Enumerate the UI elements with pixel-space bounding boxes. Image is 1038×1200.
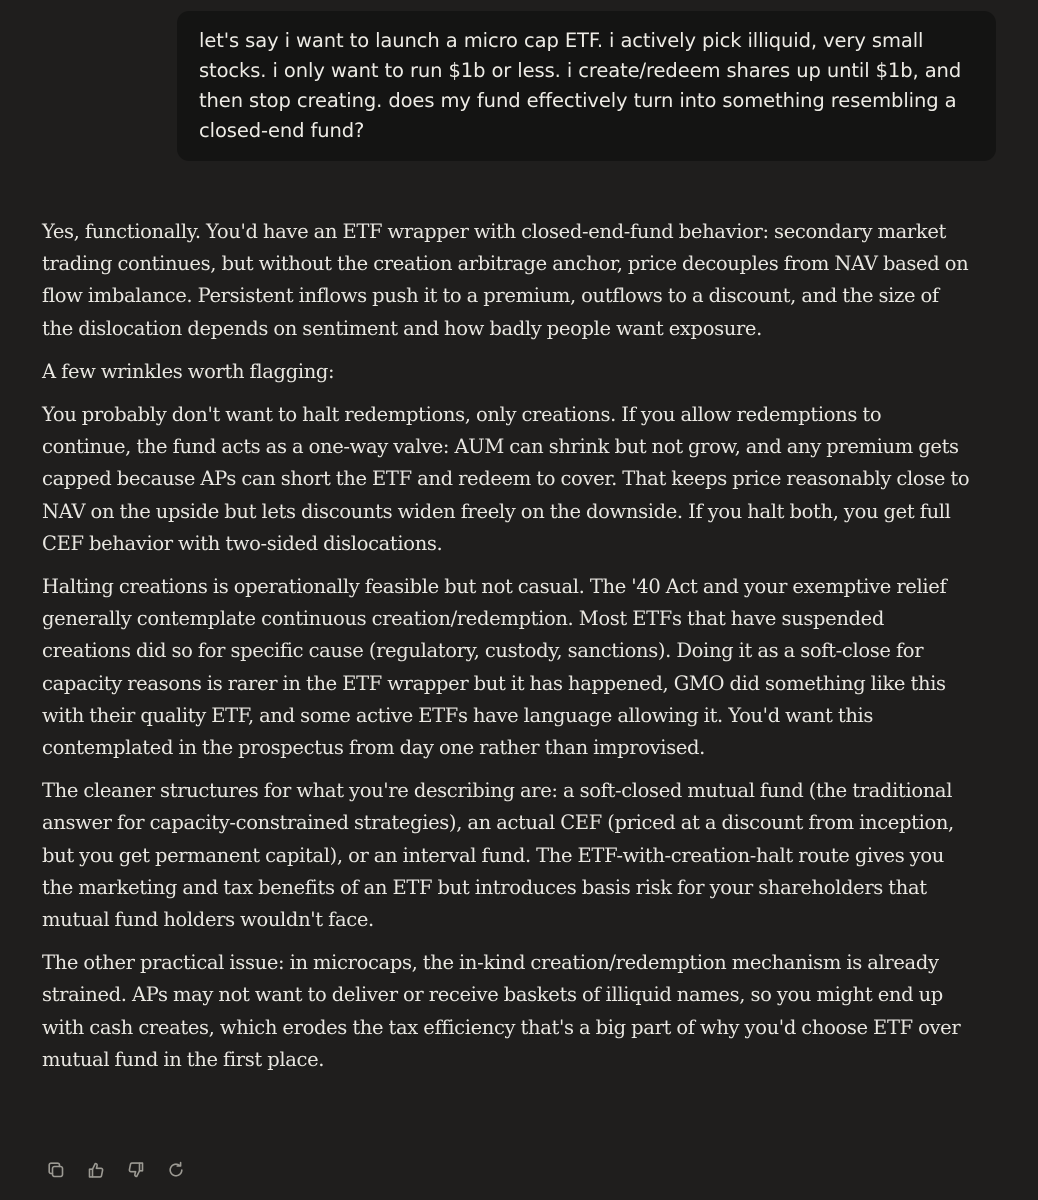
thumbs-up-button[interactable]	[82, 1156, 110, 1184]
user-message-text: let's say i want to launch a micro cap ETF. i actively pick illiquid, very small stocks. i only want to run $1b or less. i create/redeem shares up until $1b, and then stop creating. does my fund effectively turn into something resembling a closed-end fund?	[199, 29, 962, 142]
assistant-paragraph: Yes, functionally. You'd have an ETF wrapper with closed-end-fund behavior: secondary market trading continues, but without the creation arbitrage anchor, price decouples from NAV based on flow imbalance. Persistent inflows push it to a premium, outflows to a discount, and the size of the dislocation depends on sentiment and how badly people want exposure.	[42, 220, 969, 340]
copy-icon	[46, 1160, 66, 1180]
message-actions	[42, 1156, 202, 1184]
thumbs-down-icon	[126, 1160, 146, 1180]
assistant-message	[42, 216, 972, 1087]
assistant-paragraph: You probably don't want to halt redemptions, only creations. If you allow redemptions to continue, the fund acts as a one-way valve: AUM can shrink but not grow, and any premium gets capped because APs can short the ETF and redeem to cover. That keeps price reasonably close to NAV on the upside but lets discounts widen freely on the downside. If you halt both, you get full CEF behavior with two-sided dislocations.	[42, 403, 970, 555]
assistant-paragraph: The other practical issue: in microcaps, the in-kind creation/redemption mechanism is already strained. APs may not want to deliver or receive baskets of illiquid names, so you might end up with cash creates, which erodes the tax efficiency that's a big part of why you'd choose ETF over mutual fund in the first place.	[42, 951, 961, 1071]
copy-button[interactable]	[42, 1156, 70, 1184]
assistant-paragraph: Halting creations is operationally feasible but not casual. The '40 Act and your exemptive relief generally contemplate continuous creation/redemption. Most ETFs that have suspended creations did so for specific cause (regulatory, custody, sanctions). Doing it as a soft-close for capacity reasons is rarer in the ETF wrapper but it has happened, GMO did something like this with their quality ETF, and some active ETFs have language allowing it. You'd want this contemplated in the prospectus from day one rather than improvised.	[42, 575, 947, 760]
thumbs-up-icon	[86, 1160, 106, 1180]
user-message-bubble	[177, 11, 996, 161]
retry-button[interactable]	[162, 1156, 190, 1184]
assistant-paragraph: A few wrinkles worth flagging:	[42, 359, 335, 383]
retry-icon	[166, 1160, 186, 1180]
assistant-paragraph: The cleaner structures for what you're describing are: a soft-closed mutual fund (the traditional answer for capacity-constrained strategies), an actual CEF (priced at a discount from inception, but you get permanent capital), or an interval fund. The ETF-with-creation-halt route gives you the marketing and tax benefits of an ETF but introduces basis risk for your shareholders that mutual fund holders wouldn't face.	[42, 779, 954, 932]
thumbs-down-button[interactable]	[122, 1156, 150, 1184]
